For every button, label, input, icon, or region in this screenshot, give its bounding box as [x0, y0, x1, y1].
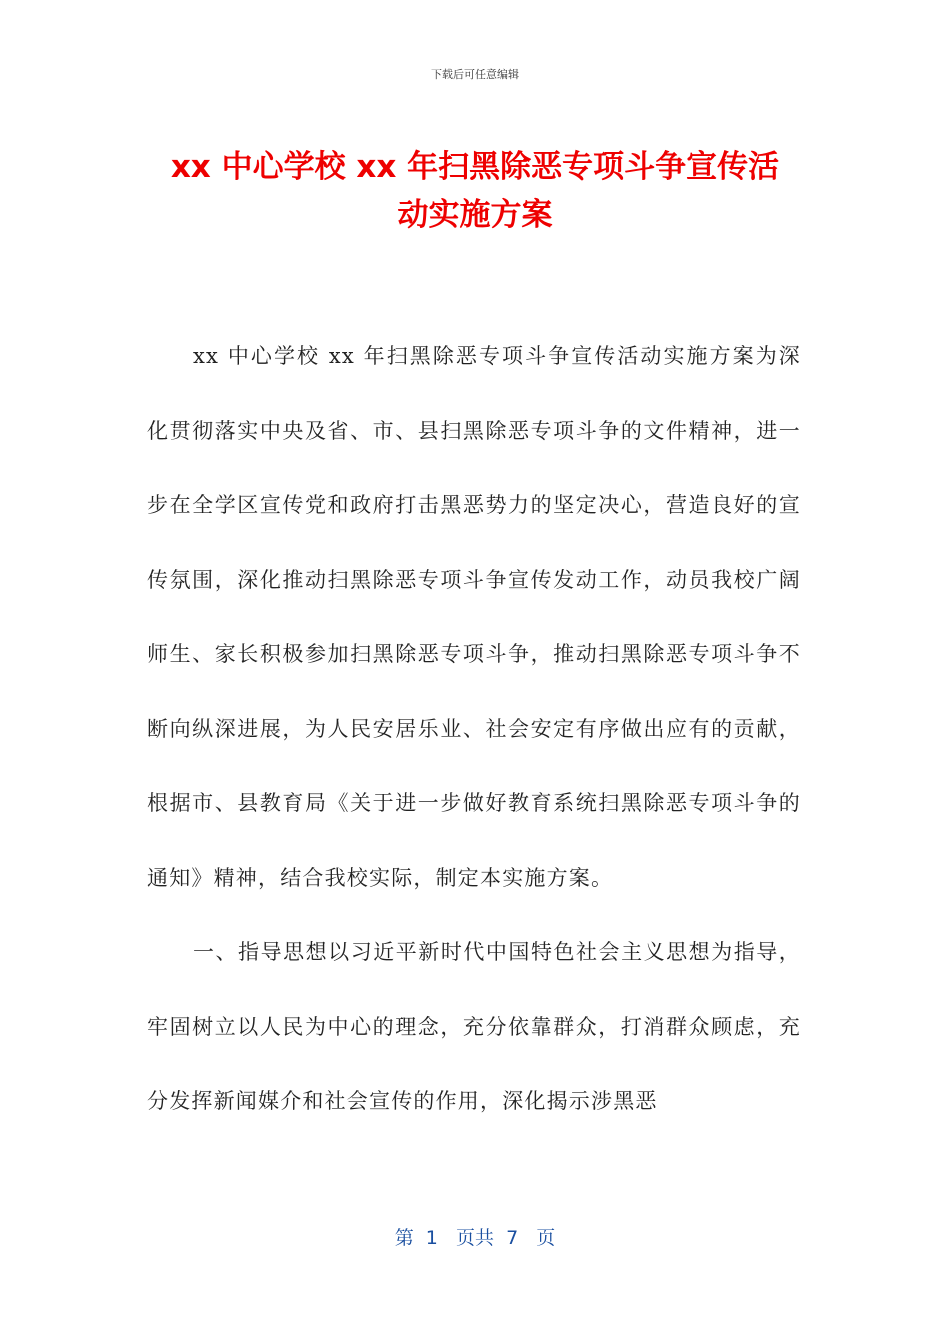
title-line-2: 动实施方案 [397, 197, 553, 233]
document-body [147, 319, 801, 1139]
title-line-1: xx 中心学校 xx 年扫黑除恶专项斗争宣传活 [170, 149, 780, 185]
page-header-note: 下载后可任意编辑 [431, 68, 519, 81]
paragraph-intro: xx 中心学校 xx 年扫黑除恶专项斗争宣传活动实施方案为深化贯彻落实中央及省、市、县扫黑除恶专项斗争的文件精神，进一步在全学区宣传党和政府打击黑恶势力的坚定决心，营造良好的宣传氛围，深化推动扫黑除恶专项斗争宣传发动工作，动员我校广阔师生、家长积极参加扫黑除恶专项斗争，推动扫黑除恶专项斗争不断向纵深进展，为人民安居乐业、社会安定有序做出应有的贡献，根据市、县教育局《关于进一步做好教育系统扫黑除恶专项斗争的通知》精神，结合我校实际，制定本实施方案。 [147, 344, 801, 890]
document-title [140, 143, 810, 239]
page-number-footer: 第 1 页共 7 页 [394, 1227, 556, 1249]
paragraph-guiding-thought: 一、指导思想以习近平新时代中国特色社会主义思想为指导，牢固树立以人民为中心的理念，充分依靠群众，打消群众顾虑，充分发挥新闻媒介和社会宣传的作用，深化揭示涉黑恶 [147, 940, 801, 1113]
